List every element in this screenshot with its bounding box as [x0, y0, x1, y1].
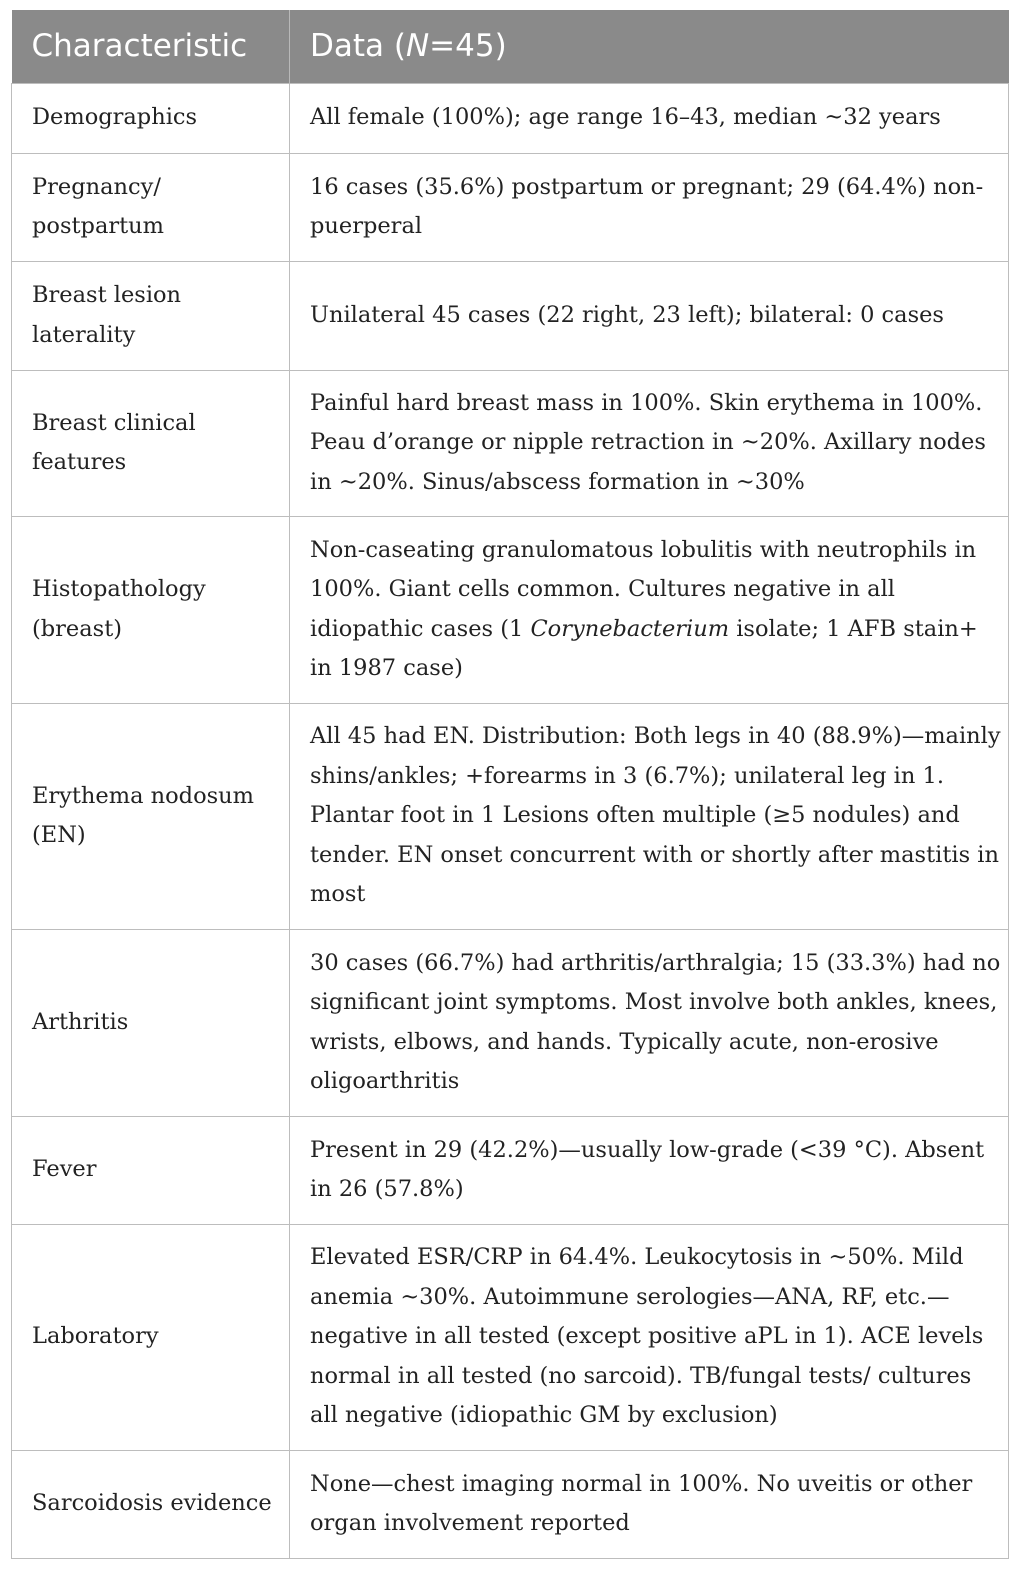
- row-data-laboratory: Elevated ESR/CRP in 64.4%. Leukocytosis in ~50%. Mild anemia ~30%. Autoimmune serologies—ANA, RF, etc.—negative in all tested (except positive aPL in 1). ACE levels normal in all tested (no sarcoid). TB/fungal tests/ cultures all negative (idiopathic GM by exclusion): [290, 1224, 1009, 1450]
- header-data-n: N: [405, 28, 430, 65]
- row-data-arthritis: 30 cases (66.7%) had arthritis/arthralgia; 15 (33.3%) had no significant joint symptoms. Most involve both ankles, knees, wrists, elbows, and hands. Typically acute, non-erosive oligoarthritis: [290, 929, 1009, 1116]
- header-row: [12, 10, 1009, 83]
- row-label-clinical-features: Breast clinical features: [12, 370, 290, 516]
- table-body: [12, 83, 1009, 1558]
- row-data-erythema-nodosum: All 45 had EN. Distribution: Both legs in 40 (88.9%)—mainly shins/ankles; +forearms in 3 (6.7%); unilateral leg in 1. Plantar foot in 1 Lesions often multiple (≥5 nodules) and tender. EN onset concurrent with or shortly after mastitis in most: [290, 703, 1009, 929]
- row-label-demographics: Demographics: [12, 83, 290, 153]
- histopathology-text-after: isolate; 1 AFB stain+ in 1987 case): [310, 615, 978, 681]
- row-label-histopathology: Histopathology (breast): [12, 516, 290, 703]
- row-label-erythema-nodosum: Erythema nodosum (EN): [12, 703, 290, 929]
- header-data: [290, 10, 1009, 83]
- row-label-arthritis: Arthritis: [12, 929, 290, 1116]
- row-data-laterality: Unilateral 45 cases (22 right, 23 left); bilateral: 0 cases: [290, 261, 1009, 370]
- row-label-fever: Fever: [12, 1116, 290, 1224]
- row-data-histopathology: [290, 516, 1009, 703]
- row-data-sarcoidosis: None—chest imaging normal in 100%. No uveitis or other organ involvement reported: [290, 1450, 1009, 1558]
- table-header: [12, 10, 1009, 83]
- row-label-pregnancy: Pregnancy/ postpartum: [12, 153, 290, 261]
- table-row: [12, 1224, 1009, 1450]
- header-data-prefix: Data (: [310, 28, 406, 65]
- row-data-clinical-features: Painful hard breast mass in 100%. Skin erythema in 100%. Peau d’orange or nipple retraction in ~20%. Axillary nodes in ~20%. Sinus/abscess formation in ~30%: [290, 370, 1009, 516]
- header-characteristic: Characteristic: [12, 10, 290, 83]
- table-row: [12, 153, 1009, 261]
- histopathology-text-before: Non-caseating granulomatous lobulitis with neutrophils in 100%. Giant cells common. Cultures negative in all idiopathic cases (1: [310, 536, 977, 642]
- row-data-fever: Present in 29 (42.2%)—usually low-grade (<39 °C). Absent in 26 (57.8%): [290, 1116, 1009, 1224]
- table-row: [12, 83, 1009, 153]
- table-row: [12, 929, 1009, 1116]
- row-label-laboratory: Laboratory: [12, 1224, 290, 1450]
- table-row: [12, 516, 1009, 703]
- row-data-demographics: All female (100%); age range 16–43, median ~32 years: [290, 83, 1009, 153]
- table-row: [12, 370, 1009, 516]
- histopathology-organism: Corynebacterium: [530, 615, 730, 642]
- row-data-pregnancy: 16 cases (35.6%) postpartum or pregnant; 29 (64.4%) non-puerperal: [290, 153, 1009, 261]
- table-row: [12, 261, 1009, 370]
- row-label-laterality: Breast lesion laterality: [12, 261, 290, 370]
- table-row: [12, 1450, 1009, 1558]
- table-row: [12, 703, 1009, 929]
- row-label-sarcoidosis: Sarcoidosis evidence: [12, 1450, 290, 1558]
- header-data-suffix: =45): [429, 28, 507, 65]
- characteristics-table: [11, 10, 1009, 1559]
- table-row: [12, 1116, 1009, 1224]
